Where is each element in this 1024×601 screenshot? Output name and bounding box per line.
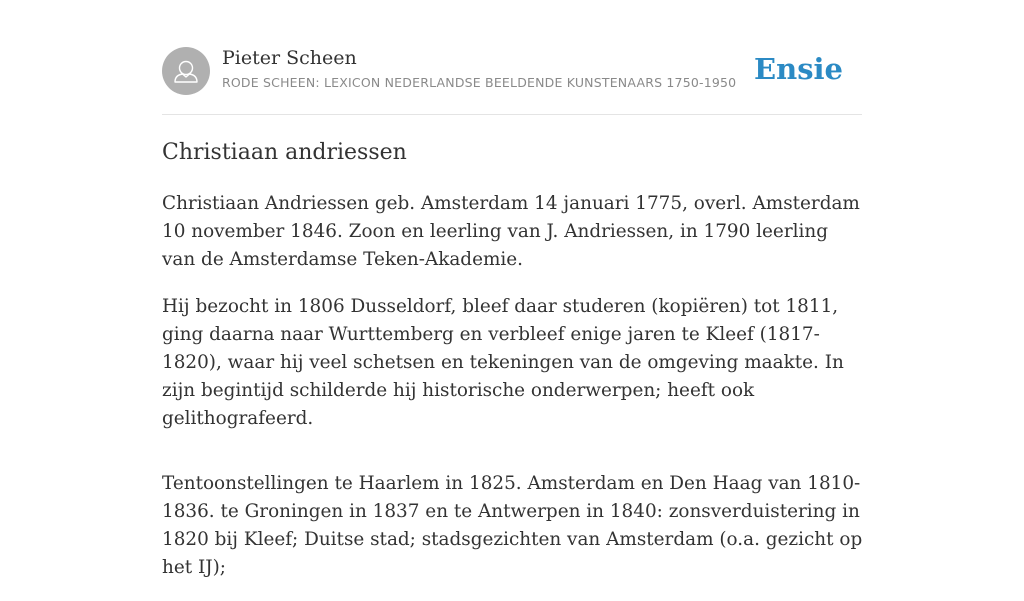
article-body	[162, 190, 867, 601]
author-avatar[interactable]	[162, 47, 210, 95]
ensie-logo[interactable]: Ensie	[754, 52, 843, 86]
source-publication[interactable]: RODE SCHEEN: LEXICON NEDERLANDSE BEELDENDE KUNSTENAARS 1750-1950	[222, 75, 737, 90]
author-name[interactable]: Pieter Scheen	[222, 47, 357, 69]
user-silhouette-icon	[162, 47, 210, 95]
paragraph: Christiaan Andriessen geb. Amsterdam 14 januari 1775, overl. Amsterdam 10 november 1846. Zoon en leerling van J. Andriessen, in 1790 leerling van de Amsterdamse Teken-Akademie.	[162, 193, 860, 270]
article-header	[162, 46, 862, 115]
paragraph: Hij bezocht in 1806 Dusseldorf, bleef daar studeren (kopiëren) tot 1811, ging daarna naar Wurttemberg en verbleef enige jaren te Kleef (1817-1820), waar hij veel schetsen en tekeningen van de omgeving maakte. In zijn begintijd schilderde hij historische onderwerpen; heeft ook gelithografeerd.	[162, 296, 844, 429]
paragraph: Tentoonstellingen te Haarlem in 1825. Amsterdam en Den Haag van 1810-1836. te Groningen in 1837 en te Antwerpen in 1840: zonsverduistering in 1820 bij Kleef; Duitse stad; stadsgezichten van Amsterdam (o.a. gezicht op het IJ);	[162, 473, 863, 578]
article-title: Christiaan andriessen	[162, 140, 407, 165]
